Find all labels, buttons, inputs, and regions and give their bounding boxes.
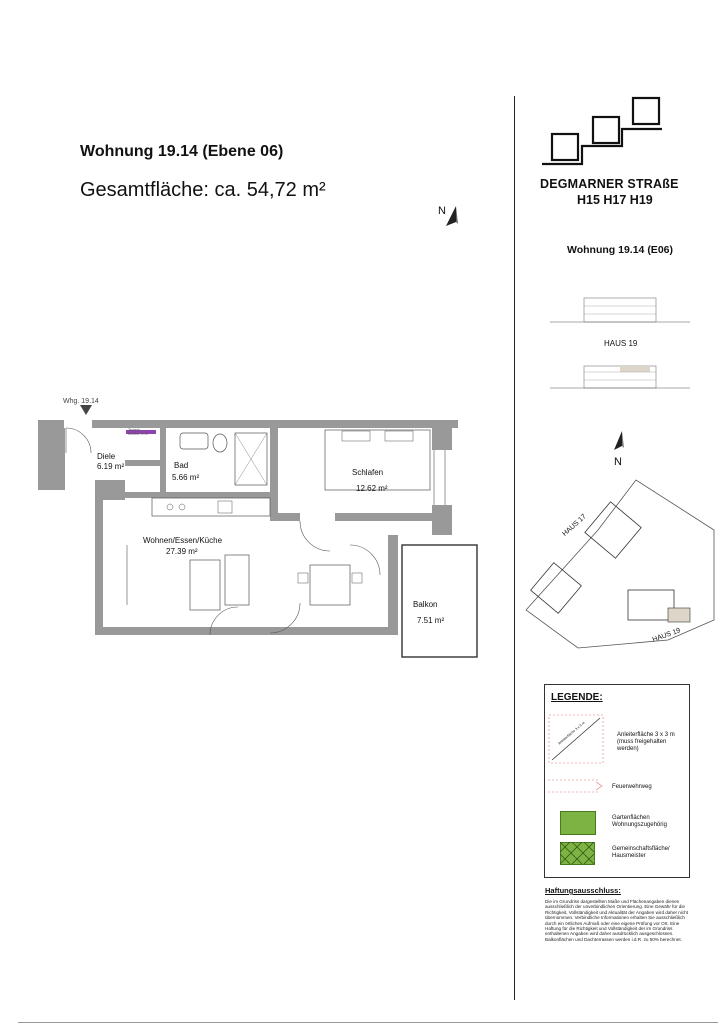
brand-name: DEGMARNER STRAßE — [540, 177, 679, 191]
room-balkon-name: Balkon — [413, 600, 438, 609]
room-bad-name: Bad — [174, 461, 189, 470]
dining-table — [310, 565, 350, 605]
total-area: Gesamtfläche: ca. 54,72 m² — [80, 179, 326, 201]
legend-item-garden: Gartenflächen Wohnungszugehörig — [612, 815, 667, 828]
brand-logo — [538, 94, 670, 168]
legend-item-fireway: Feuerwehrweg — [612, 784, 652, 790]
unit-short-title: Wohnung 19.14 (E06) — [567, 244, 673, 256]
site-north-arrow-icon — [612, 430, 630, 452]
north-label: N — [438, 205, 446, 217]
sidebar-divider — [514, 96, 515, 1000]
house-label: HAUS 19 — [604, 339, 638, 348]
room-balkon-area: 7.51 m² — [417, 616, 445, 625]
sofa — [190, 560, 220, 610]
legend-swatch-garden — [560, 811, 596, 835]
page-title: Wohnung 19.14 (Ebene 06) — [80, 143, 284, 160]
site-north-label: N — [614, 456, 622, 468]
room-wek-name: Wohnen/Essen/Küche — [143, 536, 223, 545]
washbasin — [180, 433, 208, 449]
kitchen-counter — [152, 498, 270, 516]
room-schlafen-name: Schlafen — [352, 468, 384, 477]
disclaimer-text: Die im Grundriss dargestellten Maße und Flächenangaben dienen ausschließlich der unverbindlichen Orientierung. Eine Gewähr für die Richtigkeit, Vollständigkeit und Aktualität der Angaben wird daher nicht übernommen. Verbindliche Informationen erhalten Sie ausschließlich durch ein örtliches Aufmaß oder eine eigene Prüfung vor Ort. Eine Haftung für die Richtigkeit und Vollständigkeit der im Grundriss enthaltenen Angaben wird daher ausdrücklich ausgeschlossen. Balkonflächen und Dachterrassen werden i.d.R. zu 50% berechnet. — [545, 899, 689, 942]
unit-tag: Whg. 19.14 — [63, 398, 99, 405]
legend-item-common: Gemeinschaftsfläche/ Hausmeister — [612, 846, 670, 859]
room-bad-area: 5.66 m² — [172, 473, 200, 482]
site-label-haus17: HAUS 17 — [561, 513, 588, 538]
room-diele-name: Diele — [97, 452, 116, 461]
legend-swatch-common — [560, 842, 596, 866]
room-wek-area: 27.39 m² — [166, 547, 198, 556]
legend-item-access: Anleiterfläche 3 x 3 m (muss freigehalten werden) — [617, 732, 675, 752]
legend-title: LEGENDE: — [551, 692, 603, 703]
wall-west — [38, 420, 65, 490]
disclaimer-title: Haftungsausschluss: — [545, 886, 621, 895]
utility-label: Technik, Elektro, H.-E. — [128, 428, 149, 436]
wall-living-west — [95, 490, 103, 635]
brand-houses: H15 H17 H19 — [577, 193, 653, 207]
wall-south — [95, 627, 395, 635]
bed — [325, 430, 430, 490]
wall-north — [38, 420, 458, 428]
site-plan — [518, 470, 718, 660]
legend-swatch-access-text: Anleiterfläche 3 x 3 m — [557, 720, 586, 746]
legend-swatch-fireway — [548, 778, 604, 796]
legend-swatch-access — [548, 714, 604, 764]
page-bottom-border — [18, 1022, 718, 1023]
room-diele-area: 6.19 m² — [97, 462, 125, 471]
toilet — [213, 434, 227, 452]
room-schlafen-area: 12.62 m² — [356, 484, 388, 493]
site-label-haus19: HAUS 19 — [651, 627, 682, 644]
